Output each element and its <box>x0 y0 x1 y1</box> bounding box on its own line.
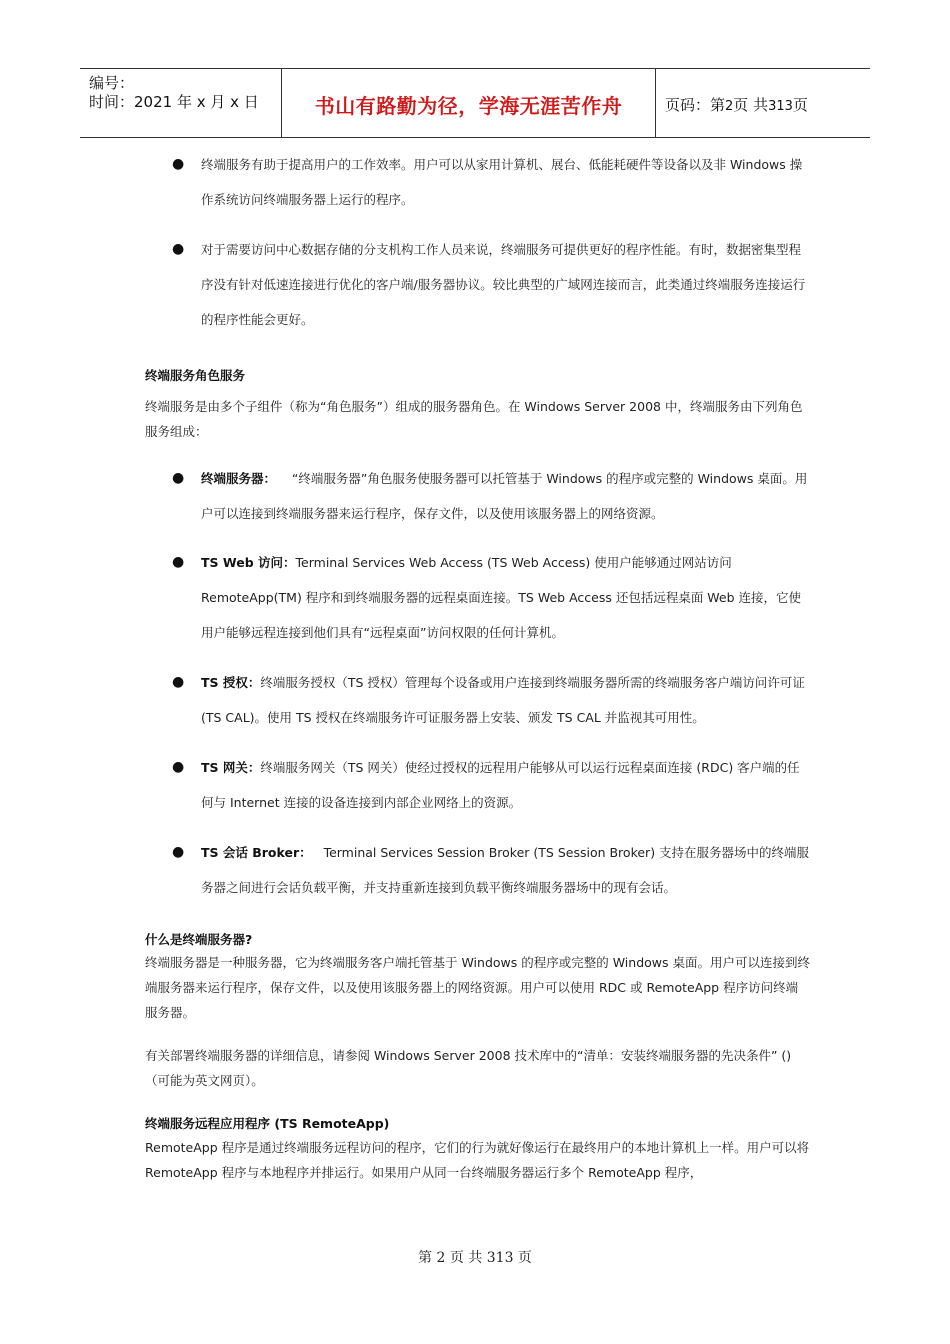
section-intro-paragraph: 终端服务是由多个子组件（称为“角色服务”）组成的服务器角色。在 Windows Server 2008 中，终端服务由下列角色服务组成： <box>145 399 803 439</box>
role-service-item <box>201 545 811 650</box>
bullet-icon: ● <box>172 554 185 570</box>
role-service-desc: Terminal Services Web Access (TS Web Access) 使用户能够通过网站访问 RemoteApp(TM) 程序和到终端服务器的远程桌面连接。TS Web Access 还包括远程桌面 Web 连接，它使用户能够远程连接到他们具有“远程桌面”访问权限的任何计算机。 <box>201 555 802 640</box>
bullet-icon: ● <box>172 844 185 860</box>
page-mid: 页 共 <box>733 96 769 114</box>
bullet-icon: ● <box>172 241 185 257</box>
role-service-desc: Terminal Services Session Broker (TS Session Broker) 支持在服务器场中的终端服务器之间进行会话负载平衡，并支持重新连接到负载平衡终端服务器场中的现有会话。 <box>201 845 810 895</box>
section-heading-what-is-terminal-server: 什么是终端服务器? <box>145 932 253 947</box>
page-indicator <box>665 94 808 115</box>
section-heading-remoteapp: 终端服务远程应用程序 (TS RemoteApp) <box>145 1116 390 1131</box>
page-footer: 第 2 页 共 313 页 <box>418 1250 532 1266</box>
section-paragraph: 有关部署终端服务器的详细信息，请参阅 Windows Server 2008 技术库中的“清单：安装终端服务器的先决条件” ()（可能为英文网页）。 <box>145 1048 792 1088</box>
page-total: 313 <box>768 99 793 114</box>
page-header <box>80 68 870 138</box>
bullet-icon: ● <box>172 759 185 775</box>
serial-label: 编号： <box>89 74 135 92</box>
section-heading-role-services: 终端服务角色服务 <box>145 368 246 383</box>
role-service-desc: 终端服务授权（TS 授权）管理每个设备或用户连接到终端服务器所需的终端服务客户端访问许可证 (TS CAL)。使用 TS 授权在终端服务许可证服务器上安装、颁发 TS CAL 并监视其可用性。 <box>201 675 805 725</box>
bullet-icon: ● <box>172 156 185 172</box>
header-motto-cell <box>281 69 656 137</box>
motto: 书山有路勤为径，学海无涯苦作舟 <box>314 94 623 118</box>
header-meta-cell <box>80 69 280 137</box>
page-current: 2 <box>725 99 734 114</box>
role-service-term: TS 网关： <box>201 760 261 775</box>
role-service-item <box>201 665 811 735</box>
role-service-term: TS Web 访问： <box>201 555 296 570</box>
role-service-desc: “终端服务器”角色服务使服务器可以托管基于 Windows 的程序或完整的 Windows 桌面。用户可以连接到终端服务器来运行程序，保存文件，以及使用该服务器上的网络资源。 <box>201 471 808 521</box>
page-prefix: 页码：第 <box>665 96 726 114</box>
bullet-icon: ● <box>172 674 185 690</box>
role-service-term: TS 授权： <box>201 675 261 690</box>
role-service-term: TS 会话 Broker： <box>201 845 312 860</box>
role-service-item <box>201 461 811 531</box>
role-service-desc: 终端服务网关（TS 网关）使经过授权的远程用户能够从可以运行远程桌面连接 (RDC) 客户端的任何与 Internet 连接的设备连接到内部企业网络上的资源。 <box>201 760 800 810</box>
intro-bullet: 对于需要访问中心数据存储的分支机构工作人员来说，终端服务可提供更好的程序性能。有时，数据密集型程序没有针对低速连接进行优化的客户端/服务器协议。较比典型的广域网连接而言，此类通过终端服务连接运行的程序性能会更好。 <box>201 242 806 327</box>
role-service-item <box>201 750 811 820</box>
intro-bullet: 终端服务有助于提高用户的工作效率。用户可以从家用计算机、展台、低能耗硬件等设备以及非 Windows 操作系统访问终端服务器上运行的程序。 <box>201 157 803 207</box>
role-service-term: 终端服务器： <box>201 471 277 486</box>
section-paragraph: 终端服务器是一种服务器，它为终端服务客户端托管基于 Windows 的程序或完整的 Windows 桌面。用户可以连接到终端服务器来运行程序，保存文件，以及使用该服务器上的网络资源。用户可以使用 RDC 或 RemoteApp 程序访问终端服务器。 <box>145 955 810 1020</box>
bullet-icon: ● <box>172 470 185 486</box>
date-line: 时间：2021 年 x 月 x 日 <box>89 93 259 111</box>
header-page-cell <box>655 69 870 137</box>
section-paragraph: RemoteApp 程序是通过终端服务远程访问的程序，它们的行为就好像运行在最终用户的本地计算机上一样。用户可以将 RemoteApp 程序与本地程序并排运行。如果用户从同一台终端服务器运行多个 RemoteApp 程序， <box>145 1140 810 1180</box>
page-suffix: 页 <box>792 96 808 114</box>
role-service-item <box>201 835 811 905</box>
